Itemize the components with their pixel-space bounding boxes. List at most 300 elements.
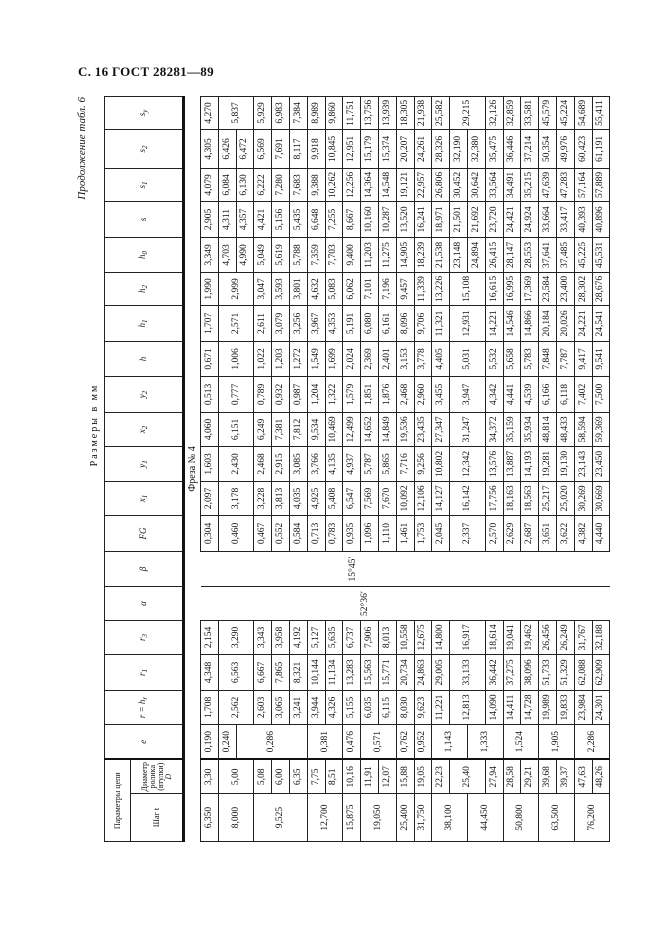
cell-h0: 45,225 xyxy=(574,237,592,272)
cell-y2: 7,402 xyxy=(574,376,592,412)
cell-y2: 3,947 xyxy=(450,376,486,412)
header-symbol: h xyxy=(138,356,148,362)
cell-h0: 14,905 xyxy=(396,237,414,272)
cell-x1: 5,408 xyxy=(325,481,343,515)
cell-x1: 10,092 xyxy=(396,481,414,515)
cell-h0: 5,619 xyxy=(272,237,290,272)
cell-D: 39,37 xyxy=(556,759,574,793)
cell-x1: 17,756 xyxy=(485,481,503,515)
cell-s1: 4,079 xyxy=(201,168,219,201)
cell-h: 5,783 xyxy=(521,341,539,376)
cell-h1: 3,256 xyxy=(289,305,307,341)
cell-y1: 5,865 xyxy=(378,446,396,481)
cell-h2: 13,226 xyxy=(432,272,450,305)
cell-r1: 15,563 xyxy=(361,654,379,690)
cell-h1: 11,321 xyxy=(432,305,450,341)
cell-x1: 30,669 xyxy=(592,481,610,515)
cell-sy: 13,756 xyxy=(361,96,379,129)
cell-r: 2,562 xyxy=(218,690,254,724)
table-row xyxy=(503,96,521,841)
cell-h1: 24,541 xyxy=(592,305,610,341)
cell-r3: 32,188 xyxy=(592,620,610,654)
header-r1 xyxy=(105,654,184,690)
cell-y2: 0,789 xyxy=(254,376,272,412)
cell-h: 2,401 xyxy=(378,341,396,376)
cell-D: 19,05 xyxy=(414,759,432,793)
cell-e: 0,286 xyxy=(236,724,307,759)
cell-h: 1,549 xyxy=(307,341,325,376)
cell-h1: 2,571 xyxy=(218,305,254,341)
cell-h2: 23,400 xyxy=(556,272,574,305)
cell-r: 3,944 xyxy=(307,690,325,724)
cell-x1: 18,163 xyxy=(503,481,521,515)
cell-D: 29,21 xyxy=(521,759,539,793)
cell-h: 1,203 xyxy=(272,341,290,376)
cell-sy: 45,579 xyxy=(539,96,557,129)
header-diameter-symbol: D xyxy=(163,773,173,780)
header-h xyxy=(105,341,184,376)
cell-r: 4,326 xyxy=(325,690,343,724)
cell-r1: 62,909 xyxy=(592,654,610,690)
cell-FG: 1,461 xyxy=(396,515,414,551)
cell-D: 47,63 xyxy=(574,759,592,793)
cell-x2: 12,499 xyxy=(343,412,361,446)
cell-D: 25,40 xyxy=(450,759,486,793)
cell-e: 0,762 xyxy=(396,724,414,759)
cell-e: 0,381 xyxy=(307,724,343,759)
cell-r: 3,065 xyxy=(272,690,290,724)
cell-r3: 19,041 xyxy=(503,620,521,654)
cell-r: 24,301 xyxy=(592,690,610,724)
cell-x2: 7,812 xyxy=(289,412,307,446)
cell-r3: 5,635 xyxy=(325,620,343,654)
header-subscript: r xyxy=(140,696,149,700)
cell-sy: 32,126 xyxy=(485,96,503,129)
cell-s2: 32,190 xyxy=(450,129,468,168)
header-symbol: β xyxy=(138,566,148,572)
table-row xyxy=(432,96,450,841)
cell-D: 5,08 xyxy=(254,759,272,793)
cell-y2: 0,932 xyxy=(272,376,290,412)
cell-x2: 6,249 xyxy=(254,412,272,446)
cell-h1: 5,191 xyxy=(343,305,361,341)
cell-r3: 3,958 xyxy=(272,620,290,654)
table-row xyxy=(361,96,379,841)
cell-sy: 33,581 xyxy=(521,96,539,129)
cell-t: 50,800 xyxy=(503,794,539,842)
cell-r: 6,035 xyxy=(361,690,379,724)
header-subscript: 1 xyxy=(140,319,149,323)
cell-h1: 6,080 xyxy=(361,305,379,341)
cell-s1: 35,215 xyxy=(521,168,539,201)
cell-s: 40,896 xyxy=(592,201,610,237)
cell-s1: 33,564 xyxy=(485,168,503,201)
cell-h1: 3,967 xyxy=(307,305,325,341)
cell-t: 63,500 xyxy=(539,794,575,842)
header-diameter-label: Диаметр ролика (втулки) xyxy=(139,762,165,792)
table-row xyxy=(343,96,361,841)
cell-y2: 6,118 xyxy=(556,376,574,412)
cell-s1: 7,280 xyxy=(272,168,290,201)
cell-h0: 3,349 xyxy=(201,237,219,272)
cell-y1: 4,937 xyxy=(343,446,361,481)
cell-y1: 19,281 xyxy=(539,446,557,481)
cell-x2: 14,849 xyxy=(378,412,396,446)
header-symbol: s xyxy=(136,184,147,189)
cell-x2: 34,372 xyxy=(485,412,503,446)
cell-D: 48,26 xyxy=(592,759,610,793)
cell-FG: 2,570 xyxy=(485,515,503,551)
cell-s: 33,417 xyxy=(556,201,574,237)
cell-s: 8,667 xyxy=(343,201,361,237)
cell-s: 4,357 xyxy=(236,201,254,237)
cell-s2: 32,380 xyxy=(467,129,485,168)
cell-sy: 6,983 xyxy=(272,96,290,129)
cell-h0: 7,359 xyxy=(307,237,325,272)
cell-h1: 9,706 xyxy=(414,305,432,341)
cell-sy: 4,270 xyxy=(201,96,219,129)
cell-s: 24,924 xyxy=(521,201,539,237)
cell-y1: 5,787 xyxy=(361,446,379,481)
cell-D: 39,68 xyxy=(539,759,557,793)
cell-x1: 4,035 xyxy=(289,481,307,515)
cell-s1: 9,388 xyxy=(307,168,325,201)
header-symbol: r = h xyxy=(136,699,147,719)
cell-y2: 3,455 xyxy=(432,376,450,412)
cell-r: 14,090 xyxy=(485,690,503,724)
header-subscript: 1 xyxy=(140,181,149,185)
cell-FG: 2,629 xyxy=(503,515,521,551)
cell-h1: 14,546 xyxy=(503,305,521,341)
cell-s1: 34,491 xyxy=(503,168,521,201)
cell-r3: 3,343 xyxy=(254,620,272,654)
cell-h0: 5,049 xyxy=(254,237,272,272)
header-y1 xyxy=(105,446,184,481)
cell-t: 38,100 xyxy=(432,794,468,842)
cell-sy: 54,689 xyxy=(574,96,592,129)
cell-y2: 1,876 xyxy=(378,376,396,412)
cell-FG: 2,045 xyxy=(432,515,450,551)
cell-FG: 0,552 xyxy=(272,515,290,551)
cell-y2: 0,777 xyxy=(218,376,254,412)
cell-D: 22,23 xyxy=(432,759,450,793)
cell-t: 19,050 xyxy=(361,794,397,842)
cell-h0: 28,147 xyxy=(503,237,521,272)
cell-FG: 4,440 xyxy=(592,515,610,551)
cell-s1: 12,256 xyxy=(343,168,361,201)
cell-s1: 30,642 xyxy=(467,168,485,201)
cell-s1: 10,262 xyxy=(325,168,343,201)
cell-s2: 35,475 xyxy=(485,129,503,168)
cell-x1: 14,127 xyxy=(432,481,450,515)
cell-h0: 11,203 xyxy=(361,237,379,272)
cell-D: 10,16 xyxy=(343,759,361,793)
cell-s2: 36,446 xyxy=(503,129,521,168)
cell-sy: 13,939 xyxy=(378,96,396,129)
cell-s1: 14,364 xyxy=(361,168,379,201)
cell-y1: 9,256 xyxy=(414,446,432,481)
subheading-cutter: Фреза № 4 xyxy=(187,446,198,492)
cell-h0: 5,788 xyxy=(289,237,307,272)
cell-h0: 4,990 xyxy=(236,237,254,272)
cell-r1: 13,283 xyxy=(343,654,361,690)
cell-s: 16,241 xyxy=(414,201,432,237)
cell-FG: 1,753 xyxy=(414,515,432,551)
header-subscript: 2 xyxy=(140,390,149,395)
cell-h0: 37,641 xyxy=(539,237,557,272)
header-symbol: h xyxy=(136,254,147,259)
cell-r1: 51,329 xyxy=(556,654,574,690)
cell-r1: 20,734 xyxy=(396,654,414,690)
cell-FG: 3,622 xyxy=(556,515,574,551)
header-step: Шаг t xyxy=(131,794,184,842)
cell-x2: 48,433 xyxy=(556,412,574,446)
cell-s: 23,720 xyxy=(485,201,503,237)
cell-r1: 8,321 xyxy=(289,654,307,690)
cell-h: 0,671 xyxy=(201,341,219,376)
cell-s2: 50,354 xyxy=(539,129,557,168)
cell-s1: 7,683 xyxy=(289,168,307,201)
cell-h1: 6,161 xyxy=(378,305,396,341)
cell-y1: 14,193 xyxy=(521,446,539,481)
cell-y2: 2,468 xyxy=(396,376,414,412)
cell-s: 21,692 xyxy=(467,201,485,237)
cell-s2: 15,374 xyxy=(378,129,396,168)
header-alpha xyxy=(105,586,184,620)
header-symbol: x xyxy=(136,429,147,434)
cell-h: 3,153 xyxy=(396,341,414,376)
header-sy xyxy=(105,96,184,129)
cell-h: 1,006 xyxy=(218,341,254,376)
header-symbol: y xyxy=(136,394,147,399)
cell-y1: 13,576 xyxy=(485,446,503,481)
cell-h: 2,024 xyxy=(343,341,361,376)
cell-r1: 62,088 xyxy=(574,654,592,690)
cell-FG: 0,460 xyxy=(218,515,254,551)
cell-h0: 4,703 xyxy=(218,237,236,272)
cell-FG: 4,382 xyxy=(574,515,592,551)
cell-D: 28,58 xyxy=(503,759,521,793)
cell-h2: 23,584 xyxy=(539,272,557,305)
cell-t: 76,200 xyxy=(574,794,610,842)
cell-h: 4,405 xyxy=(432,341,450,376)
cell-s2: 6,426 xyxy=(218,129,236,168)
cell-s: 33,664 xyxy=(539,201,557,237)
cell-h2: 3,593 xyxy=(272,272,290,305)
cell-t: 44,450 xyxy=(467,794,503,842)
cell-r1: 29,005 xyxy=(432,654,450,690)
cell-r1: 4,348 xyxy=(201,654,219,690)
cell-h2: 2,999 xyxy=(218,272,254,305)
header-y2 xyxy=(105,376,184,412)
cell-r1: 33,133 xyxy=(450,654,486,690)
cell-s2: 6,569 xyxy=(254,129,272,168)
table-row xyxy=(201,96,219,841)
cell-r1: 51,733 xyxy=(539,654,557,690)
cell-h2: 17,369 xyxy=(521,272,539,305)
cell-s: 5,435 xyxy=(289,201,307,237)
cell-y2: 2,960 xyxy=(414,376,432,412)
header-h0 xyxy=(105,237,184,272)
cell-s2: 10,845 xyxy=(325,129,343,168)
cell-h0: 28,553 xyxy=(521,237,539,272)
cell-r3: 4,192 xyxy=(289,620,307,654)
cell-x1: 30,269 xyxy=(574,481,592,515)
cell-y1: 10,802 xyxy=(432,446,450,481)
cell-x2: 59,369 xyxy=(592,412,610,446)
cell-y1: 2,430 xyxy=(218,446,254,481)
cell-y1: 3,085 xyxy=(289,446,307,481)
cell-h2: 5,083 xyxy=(325,272,343,305)
table-row xyxy=(307,96,325,841)
cell-h2: 6,062 xyxy=(343,272,361,305)
cell-FG: 2,337 xyxy=(450,515,486,551)
header-symbol: y xyxy=(136,463,147,468)
cell-s2: 12,951 xyxy=(343,129,361,168)
cell-s2: 49,976 xyxy=(556,129,574,168)
cell-s: 2,905 xyxy=(201,201,219,237)
cell-s: 6,648 xyxy=(307,201,325,237)
cell-sy: 25,582 xyxy=(432,96,450,129)
header-symbol: r xyxy=(136,637,147,641)
cell-r3: 5,127 xyxy=(307,620,325,654)
cell-r1: 11,134 xyxy=(325,654,343,690)
cell-h: 9,541 xyxy=(592,341,610,376)
cell-D: 3,30 xyxy=(201,759,219,793)
cell-s: 7,255 xyxy=(325,201,343,237)
cell-s1: 14,548 xyxy=(378,168,396,201)
cell-t: 6,350 xyxy=(201,794,219,842)
cell-s1: 57,889 xyxy=(592,168,610,201)
cell-s1: 30,452 xyxy=(450,168,468,201)
cell-h1: 20,184 xyxy=(539,305,557,341)
cell-y2: 4,539 xyxy=(521,376,539,412)
cell-FG: 0,304 xyxy=(201,515,219,551)
cell-y2: 4,342 xyxy=(485,376,503,412)
cell-s2: 28,326 xyxy=(432,129,450,168)
cell-x2: 35,159 xyxy=(503,412,521,446)
header-symbol: x xyxy=(136,498,147,503)
header-symbol: h xyxy=(136,288,147,293)
cell-D: 12,07 xyxy=(378,759,396,793)
cell-FG: 3,651 xyxy=(539,515,557,551)
cell-r3: 18,614 xyxy=(485,620,503,654)
cell-e: 1,905 xyxy=(539,724,575,759)
header-e xyxy=(105,724,184,759)
cell-x1: 25,020 xyxy=(556,481,574,515)
cell-t: 15,875 xyxy=(343,794,361,842)
cell-h1: 14,221 xyxy=(485,305,503,341)
cell-x1: 3,228 xyxy=(254,481,272,515)
cell-FG: 0,935 xyxy=(343,515,361,551)
cell-h1: 4,353 xyxy=(325,305,343,341)
cell-h: 7,848 xyxy=(539,341,557,376)
header-subscript: 1 xyxy=(140,494,149,499)
cell-D: 8,51 xyxy=(325,759,343,793)
header-s xyxy=(105,201,184,237)
header-subscript: 1 xyxy=(140,460,149,464)
cell-h0: 45,531 xyxy=(592,237,610,272)
cell-s1: 22,957 xyxy=(414,168,432,201)
cell-e: 0,240 xyxy=(218,724,236,759)
header-symbol: e xyxy=(138,739,148,744)
cell-x1: 16,142 xyxy=(450,481,486,515)
header-r xyxy=(105,690,184,724)
cell-t: 9,525 xyxy=(254,794,307,842)
cell-r1: 15,771 xyxy=(378,654,396,690)
cell-t: 31,750 xyxy=(414,794,432,842)
cell-s1: 6,222 xyxy=(254,168,272,201)
cell-x2: 7,381 xyxy=(272,412,290,446)
cell-s: 18,971 xyxy=(432,201,450,237)
cell-r: 1,708 xyxy=(201,690,219,724)
cell-r: 8,030 xyxy=(396,690,414,724)
cell-x2: 35,934 xyxy=(521,412,539,446)
cell-h: 9,417 xyxy=(574,341,592,376)
cell-t: 8,000 xyxy=(218,794,254,842)
cell-x2: 19,536 xyxy=(396,412,414,446)
cell-r3: 19,462 xyxy=(521,620,539,654)
cell-r1: 10,144 xyxy=(307,654,325,690)
cell-y2: 6,166 xyxy=(539,376,557,412)
cell-s2: 24,261 xyxy=(414,129,432,168)
table-row xyxy=(574,96,592,841)
cell-x2: 6,151 xyxy=(218,412,254,446)
cell-h: 3,778 xyxy=(414,341,432,376)
cell-r3: 31,767 xyxy=(574,620,592,654)
cell-x2: 48,814 xyxy=(539,412,557,446)
cell-h2: 9,457 xyxy=(396,272,414,305)
cell-x1: 12,106 xyxy=(414,481,432,515)
cell-e: 0,571 xyxy=(361,724,397,759)
cell-y2: 1,204 xyxy=(307,376,325,412)
cell-r3: 10,558 xyxy=(396,620,414,654)
cell-FG: 1,110 xyxy=(378,515,396,551)
cell-y1: 19,130 xyxy=(556,446,574,481)
cell-h0: 11,275 xyxy=(378,237,396,272)
cell-r: 9,623 xyxy=(414,690,432,724)
cell-FG: 0,713 xyxy=(307,515,325,551)
cell-s: 13,520 xyxy=(396,201,414,237)
cell-x1: 4,925 xyxy=(307,481,325,515)
cell-h0: 37,485 xyxy=(556,237,574,272)
sizes-caption: Размеры в мм xyxy=(89,383,100,467)
cell-s2: 9,918 xyxy=(307,129,325,168)
cell-r: 12,813 xyxy=(450,690,486,724)
cell-e: 1,524 xyxy=(503,724,539,759)
header-FG xyxy=(105,515,184,551)
cell-h: 5,532 xyxy=(485,341,503,376)
cell-y2: 1,322 xyxy=(325,376,343,412)
cell-s: 4,311 xyxy=(218,201,236,237)
table-row xyxy=(414,96,432,841)
cell-x1: 7,569 xyxy=(361,481,379,515)
cell-h1: 8,096 xyxy=(396,305,414,341)
cell-sy: 9,860 xyxy=(325,96,343,129)
cell-sy: 29,215 xyxy=(450,96,486,129)
cell-x1: 18,563 xyxy=(521,481,539,515)
cell-alpha: 52°36′ xyxy=(201,586,610,620)
cell-e: 1,143 xyxy=(432,724,468,759)
header-symbol: s xyxy=(136,148,147,153)
cell-s2: 4,305 xyxy=(201,129,219,168)
cell-s1: 47,639 xyxy=(539,168,557,201)
table-row xyxy=(396,96,414,841)
cell-r1: 6,667 xyxy=(254,654,272,690)
cell-s1: 26,806 xyxy=(432,168,450,201)
cell-h1: 24,221 xyxy=(574,305,592,341)
header-symbol: α xyxy=(138,601,148,606)
